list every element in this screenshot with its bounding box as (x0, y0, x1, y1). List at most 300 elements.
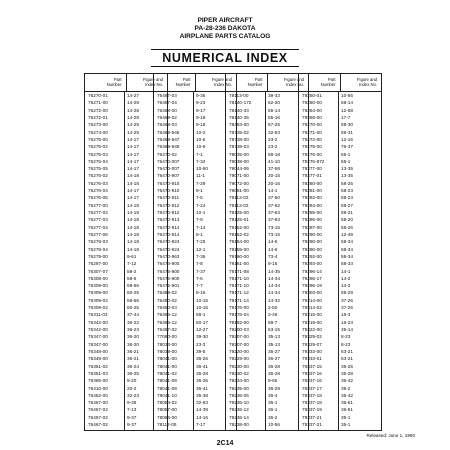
part-number: 76347-00 (88, 341, 108, 347)
figure-index: 20-2 (127, 385, 137, 391)
part-number: 79271-00 (302, 129, 322, 135)
part-number: 76348-00 (88, 348, 108, 354)
part-number: 76349-00 (88, 356, 108, 362)
figure-index: 36-25 (127, 370, 139, 376)
figure-index: 37-62 (268, 202, 280, 208)
figure-index: 58-25 (341, 180, 353, 186)
part-number: 78054-02 (157, 400, 177, 406)
part-number: 79337-18 (302, 400, 322, 406)
part-number: 79081-00 (229, 188, 249, 194)
figure-index: 9-18 (196, 114, 206, 120)
figure-index: 65-14 (268, 107, 280, 113)
figure-index: 58-20 (341, 217, 353, 223)
table-row (226, 297, 308, 304)
part-number: 76470-924 (157, 239, 180, 245)
table-row (299, 289, 381, 296)
figure-index: 9-20 (127, 378, 137, 384)
part-number: 79276-872 (302, 158, 325, 164)
figure-index: 14-29 (127, 100, 139, 106)
part-number: 76489-02 (157, 290, 177, 296)
part-number: 76470-912 (157, 210, 180, 215)
figure-index: 8-23 (341, 341, 351, 347)
figure-index: 58-34 (341, 239, 353, 245)
table-row (299, 333, 381, 340)
part-number: 79287-00 (302, 224, 322, 230)
part-number: 79035-00 (229, 151, 249, 157)
figure-index: 16-23 (341, 319, 353, 325)
part-number: 76490-03 (157, 305, 177, 311)
part-number: 76275-05 (88, 166, 108, 172)
part-number: 79236-10 (229, 400, 249, 406)
figure-index: 14-34 (268, 290, 280, 296)
figure-index: 58-29 (341, 290, 353, 296)
table-row (299, 158, 381, 165)
part-number: 79315-00 (302, 312, 322, 318)
part-number: 79112-02 (229, 195, 249, 201)
part-number: 76469-946 (157, 129, 180, 135)
table-row (154, 289, 236, 296)
part-number: 76276-04 (88, 188, 108, 194)
figure-index: 14-34 (268, 275, 280, 281)
part-number: 76274-00 (88, 129, 108, 135)
table-row (226, 92, 308, 99)
part-number: 79125-00 (229, 210, 249, 215)
table-row (226, 348, 308, 355)
table-row (226, 304, 308, 311)
table-row (299, 194, 381, 201)
figure-index: 10-1 (196, 210, 206, 215)
figure-index: 58-7 (268, 319, 278, 325)
figure-index: 37-50 (268, 195, 280, 201)
part-number: 79230-02 (229, 370, 249, 376)
part-number: 76467-00 (88, 400, 108, 406)
figure-index: 36-42 (341, 378, 353, 384)
part-number: 78041-00 (157, 363, 177, 369)
part-number: 79160-00 (229, 253, 249, 259)
table-row (226, 99, 308, 106)
figure-index: 14-1 (341, 268, 351, 274)
figure-index: 58-21 (341, 210, 353, 215)
figure-index: 36-51 (341, 407, 353, 413)
table-row (154, 268, 236, 275)
part-number: 76365-00 (88, 378, 108, 384)
part-number: 79303-00 (302, 290, 322, 296)
figure-index: 36-21 (127, 348, 139, 354)
figure-index: 58-56 (127, 297, 139, 303)
figure-index: 36-1 (268, 407, 278, 413)
part-number: 76275-04 (88, 158, 108, 164)
part-number: 79171-10 (229, 283, 249, 289)
table-row (299, 209, 381, 216)
table-row (154, 107, 236, 114)
part-number: 79154-00 (229, 239, 249, 245)
part-number: 79044-06 (229, 166, 249, 172)
part-number: 78041-10 (157, 392, 177, 398)
table-row (299, 165, 381, 172)
table-row (299, 107, 381, 114)
part-number-header: Part Number (226, 74, 268, 91)
part-number: 76277-06 (88, 231, 108, 237)
part-number: 76470-007 (157, 166, 180, 172)
figure-index: 67-25 (268, 122, 280, 128)
table-row (154, 246, 236, 253)
table-row (226, 136, 308, 143)
figure-index: 36-21 (127, 356, 139, 362)
table-row (226, 238, 308, 245)
part-number: 79220-00 (229, 348, 249, 354)
figure-index: 12-27 (196, 327, 208, 332)
table-row (154, 172, 236, 179)
figure-index: 14-17 (127, 151, 139, 157)
figure-index: 7-24 (196, 202, 206, 208)
figure-index: 10-2 (196, 129, 206, 135)
figure-index: 14-18 (127, 173, 139, 179)
figure-index: 14-17 (127, 144, 139, 150)
figure-index: 20-16 (268, 180, 280, 186)
part-number: 76476-901 (157, 283, 180, 289)
figure-index: 36-41 (196, 363, 208, 369)
figure-index: 14-18 (127, 202, 139, 208)
part-number: 79112-02 (229, 202, 249, 208)
figure-index: 12-16 (341, 136, 353, 142)
part-number: 79230-00 (229, 363, 249, 369)
figure-index: 7-25 (196, 239, 206, 245)
figure-index: 10-6 (196, 144, 206, 150)
figure-index: 58-31 (341, 129, 353, 135)
part-number: 76275-03 (88, 151, 108, 157)
page-number: 2C14 (216, 440, 234, 447)
figure-index: 14-18 (127, 210, 139, 215)
figure-index: 7-13 (127, 407, 137, 413)
part-number: 79155-00 (229, 246, 249, 252)
figure-index: 23-2 (268, 144, 278, 150)
figure-index: 60-25 (127, 290, 139, 296)
table-row (299, 275, 381, 282)
column-rows (299, 92, 381, 428)
figure-index: 9-23 (196, 100, 206, 106)
table-row (154, 129, 236, 136)
part-number: 79290-00 (302, 231, 322, 237)
figure-index: 14-17 (127, 188, 139, 194)
part-number: 76272-01 (88, 114, 108, 120)
part-number: 76470-913 (157, 217, 180, 223)
figure-index: 23-2 (268, 136, 278, 142)
table-row (226, 311, 308, 318)
table-row (226, 289, 308, 296)
part-number: 79337-16 (302, 378, 322, 384)
table-row (299, 253, 381, 260)
figure-index: 14-6 (268, 246, 278, 252)
part-number-header: Part Number (299, 74, 341, 91)
table-row (154, 99, 236, 106)
figure-index: 35-2 (341, 385, 351, 391)
part-number: 79125-01 (229, 217, 249, 223)
figure-index: 41-10 (268, 158, 280, 164)
figure-index: 10-15 (196, 297, 208, 303)
figure-index: 9-35 (127, 400, 137, 406)
figure-index: 73-15 (268, 224, 280, 230)
header-line-company: PIPER AIRCRAFT (197, 17, 253, 24)
table-row (299, 421, 381, 428)
part-number: 78057-00 (157, 407, 177, 413)
part-number: 79072-00 (229, 180, 249, 186)
figure-index: 12-1 (196, 246, 206, 252)
figure-index: 35-26 (196, 378, 208, 384)
figure-index: 58-23 (341, 188, 353, 194)
table-row (299, 187, 381, 194)
table-row (154, 231, 236, 238)
part-number: 76272-00 (88, 107, 108, 113)
part-number: 76297-00 (88, 261, 108, 267)
part-number: 76279-00 (88, 253, 108, 259)
table-row (226, 406, 308, 413)
figure-index: 60-25 (127, 305, 139, 311)
table-row (299, 114, 381, 121)
figure-index: 32-23 (127, 392, 139, 398)
table-row (154, 282, 236, 289)
figure-index: 13-35 (341, 173, 353, 179)
table-row (226, 392, 308, 399)
part-number: 76278-04 (88, 246, 108, 252)
part-number: 79238-00 (229, 422, 249, 428)
table-row (299, 268, 381, 275)
part-number: 79337-15 (302, 363, 322, 369)
table-row (226, 268, 308, 275)
part-number: 79277-00 (302, 166, 322, 172)
table-row (154, 238, 236, 245)
table-row (226, 253, 308, 260)
figure-index: 58-6 (127, 275, 137, 281)
figure-index: 58-34 (341, 246, 353, 252)
figure-index: 9-36 (196, 93, 206, 98)
figure-index: 8-23 (341, 334, 351, 340)
table-row (154, 370, 236, 377)
figure-index: 14-16 (196, 414, 208, 420)
table-row (299, 151, 381, 158)
table-row (299, 297, 381, 304)
table-row (226, 121, 308, 128)
part-number: 79322-00 (302, 327, 322, 332)
figure-index: 35-38 (196, 392, 208, 398)
table-row (154, 151, 236, 158)
figure-index-header: Figure and Index No. (283, 77, 304, 87)
figure-index: 32-53 (268, 129, 280, 135)
figure-index: 36-1 (268, 400, 278, 406)
figure-index: 63-21 (341, 356, 353, 362)
table-row (226, 275, 308, 282)
figure-index: 36-24 (127, 363, 139, 369)
part-number: 79250-01 (302, 93, 322, 98)
figure-index: 14-2 (341, 283, 351, 289)
part-number: 79038-00 (229, 158, 249, 164)
table-row (299, 224, 381, 231)
part-number: 79285-00 (302, 210, 322, 215)
part-number: 79337-19 (302, 407, 322, 413)
figure-index: 36-51 (341, 400, 353, 406)
release-date: Released: June 1, 1990 (366, 433, 415, 438)
part-number: 79236-05 (229, 392, 249, 398)
part-number: 76278-03 (88, 239, 108, 245)
column-header (154, 74, 236, 92)
part-number: 76351-03 (88, 370, 108, 376)
figure-index: 58-2 (127, 268, 137, 274)
part-number: 79314-02 (302, 305, 322, 311)
part-number: 76476-900 (157, 275, 180, 281)
figure-index: 58-1 (196, 312, 206, 318)
figure-index: 73-4 (268, 253, 278, 259)
table-row (299, 172, 381, 179)
figure-index: 17-7 (341, 114, 351, 120)
figure-index: 14-28 (127, 114, 139, 120)
part-number: 79292-00 (302, 253, 322, 259)
part-number: 76496-12 (157, 319, 177, 325)
figure-index: 10-6 (196, 136, 206, 142)
part-number: 76467-02 (88, 422, 108, 428)
table-row (226, 399, 308, 406)
table-row (299, 385, 381, 392)
figure-index: 9-18 (196, 122, 206, 128)
part-number: 78140-35 (229, 114, 249, 120)
page-title: NUMERICAL INDEX (162, 51, 288, 65)
part-number: 79176-04 (229, 312, 249, 318)
figure-index: 14-18 (127, 239, 139, 245)
figure-index: 10-56 (341, 93, 353, 98)
table-row (299, 129, 381, 136)
table-row (299, 319, 381, 326)
figure-index: 9-37 (127, 414, 137, 420)
figure-index: 7-8 (196, 261, 203, 267)
figure-index: 20-15 (268, 173, 280, 179)
part-number: 79171-08 (229, 268, 249, 274)
table-row (226, 260, 308, 267)
figure-index: 9-17 (196, 107, 206, 113)
figure-index: 35-13 (268, 334, 280, 340)
figure-index: 35-28 (341, 370, 353, 376)
figure-index: 37-63 (268, 217, 280, 223)
table-row (299, 246, 381, 253)
part-number: 76351-02 (88, 363, 108, 369)
part-number: 76276-03 (88, 180, 108, 186)
part-number: 79337-17 (302, 385, 322, 391)
table-row (299, 231, 381, 238)
figure-index: 7-5 (196, 195, 203, 201)
figure-index: 14-1 (268, 188, 278, 194)
part-number: 76468-03 (157, 122, 177, 128)
figure-index: 23-3 (196, 341, 206, 347)
figure-index: 35-1 (341, 422, 351, 428)
table-row (226, 377, 308, 384)
part-number: 78113-00 (229, 93, 249, 98)
figure-index: 14-18 (127, 217, 139, 223)
part-number: 76469-948 (157, 144, 180, 150)
figure-index: 37-63 (268, 210, 280, 215)
part-number: 78033-00 (157, 341, 177, 347)
figure-index-header: Figure and Index No. (356, 77, 377, 87)
part-number: 79264-00 (302, 107, 322, 113)
table-row (299, 180, 381, 187)
table-row (299, 99, 381, 106)
table-row (226, 172, 308, 179)
table-row (226, 224, 308, 231)
part-number: 79329-07 (302, 341, 322, 347)
figure-index: 39-30 (196, 334, 208, 340)
part-number: 76276-05 (88, 195, 108, 201)
table-row (154, 224, 236, 231)
figure-index: 14-18 (127, 180, 139, 186)
figure-index: 58-14 (341, 100, 353, 106)
figure-index: 58-18 (268, 151, 280, 157)
part-number: 79236-12 (229, 407, 249, 413)
part-number: 78483-00 (229, 122, 249, 128)
figure-index: 58-34 (341, 253, 353, 259)
figure-index: 37-44 (127, 312, 139, 318)
table-row (299, 392, 381, 399)
figure-index: 14-6 (268, 239, 278, 245)
part-number: 79161-00 (229, 261, 249, 267)
table-row (226, 158, 308, 165)
table-row (154, 194, 236, 201)
table-row (154, 363, 236, 370)
part-number: 76309-00 (88, 283, 108, 289)
figure-index: 36-2 (268, 414, 278, 420)
part-number: 79276-00 (302, 151, 322, 157)
table-row (299, 121, 381, 128)
figure-index: 16-3 (341, 312, 351, 318)
table-row (299, 406, 381, 413)
figure-index: 7-9 (196, 217, 203, 223)
part-number: 76311-03 (88, 312, 108, 318)
figure-index: 36-27 (268, 348, 280, 354)
part-number: 78041-09 (157, 378, 177, 384)
table-row (226, 341, 308, 348)
table-row (299, 414, 381, 421)
table-row (299, 202, 381, 209)
table-row (226, 246, 308, 253)
part-number: 76347-00 (88, 334, 108, 340)
table-row (226, 187, 308, 194)
part-number: 79200-03 (229, 327, 249, 332)
table-row (154, 355, 236, 362)
part-number: 79176-00 (229, 305, 249, 311)
figure-index: 35-13 (268, 341, 280, 347)
figure-index: 8-1 (196, 231, 203, 237)
part-number: 76342-00 (88, 327, 108, 332)
table-row (226, 355, 308, 362)
figure-index: 14-17 (127, 158, 139, 164)
part-number: 78039-00 (157, 348, 177, 354)
part-number: 78041-09 (157, 385, 177, 391)
figure-index: 36-28 (268, 370, 280, 376)
part-number: 79296-14 (302, 268, 322, 274)
table-row (299, 143, 381, 150)
table-row (299, 282, 381, 289)
part-number: 79296-17 (302, 275, 322, 281)
part-number: 79235-00 (229, 385, 249, 391)
figure-index: 2-50 (268, 305, 278, 311)
part-number: 79171-10 (229, 275, 249, 281)
part-number: 79293-00 (302, 261, 322, 267)
figure-index: 14-39 (196, 407, 208, 413)
figure-index: 14-34 (268, 283, 280, 289)
part-number: 76307-07 (88, 268, 108, 274)
table-row (154, 114, 236, 121)
part-number: 79286-00 (302, 217, 322, 223)
table-row (299, 377, 381, 384)
table-row (154, 136, 236, 143)
figure-index: 36-20 (127, 341, 139, 347)
part-number: 78086-00 (157, 414, 177, 420)
figure-index: 14-35 (268, 268, 280, 274)
